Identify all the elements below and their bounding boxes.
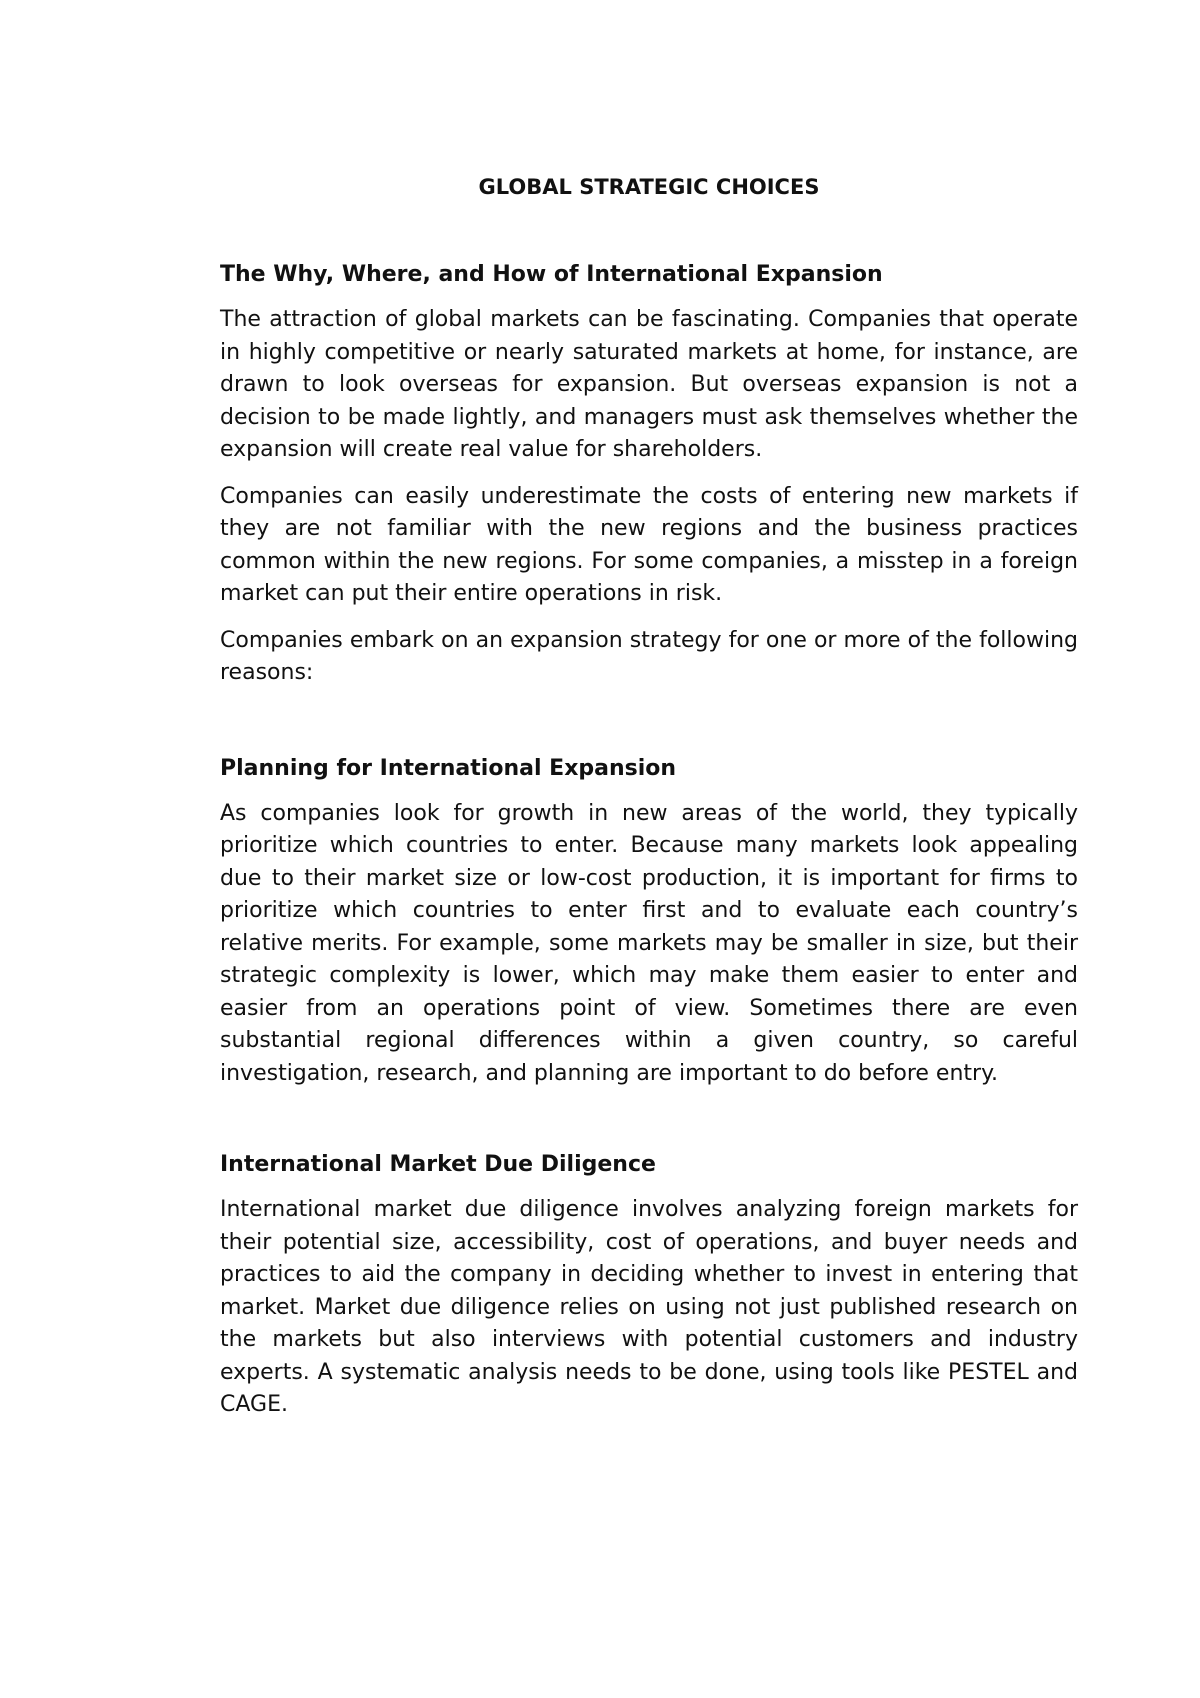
section-planning bbox=[220, 754, 1078, 1091]
section-due-diligence bbox=[220, 1150, 1078, 1422]
section-heading: Planning for International Expansion bbox=[220, 755, 677, 781]
paragraph: Companies can easily underestimate the costs of entering new markets if they are not familiar with the new regions and the business practices common within the new regions. For some companies, a misstep in a foreign market can put their entire operations in risk. bbox=[220, 483, 1078, 606]
spacer bbox=[220, 704, 1078, 754]
paragraph: As companies look for growth in new areas of the world, they typically prioritize which countries to enter. Because many markets look appealing due to their market size or low-cost production, it is important for firms to prioritize which countries to enter first and to evaluate each country’s relative merits. For example, some markets may be smaller in size, but their strategic complexity is lower, which may make them easier to enter and easier from an operations point of view. Sometimes there are even substantial regional differences within a given country, so careful investigation, research, and planning are important to do before entry. bbox=[220, 800, 1078, 1086]
paragraph: Companies embark on an expansion strategy for one or more of the following reasons: bbox=[220, 627, 1078, 685]
section-heading: The Why, Where, and How of International Expansion bbox=[220, 262, 883, 287]
paragraph: The attraction of global markets can be fascinating. Companies that operate in highly competitive or nearly saturated markets at home, for instance, are drawn to look overseas for expansion. But overseas expansion is not a decision to be made lightly, and managers must ask themselves whether the expansion will create real value for shareholders. bbox=[220, 307, 1078, 462]
document-title: GLOBAL STRATEGIC CHOICES bbox=[478, 175, 820, 199]
paragraph: International market due diligence involves analyzing foreign markets for their potential size, accessibility, cost of operations, and buyer needs and practices to aid the company in deciding whether to invest in entering that market. Market due diligence relies on using not just published research on the markets but also interviews with potential customers and industry experts. A systematic analysis needs to be done, using tools like PESTEL and CAGE. bbox=[220, 1197, 1078, 1417]
section-heading: International Market Due Diligence bbox=[220, 1152, 656, 1177]
spacer bbox=[220, 1104, 1078, 1150]
section-why-where-how bbox=[220, 260, 1078, 690]
document-body bbox=[220, 160, 1078, 1436]
